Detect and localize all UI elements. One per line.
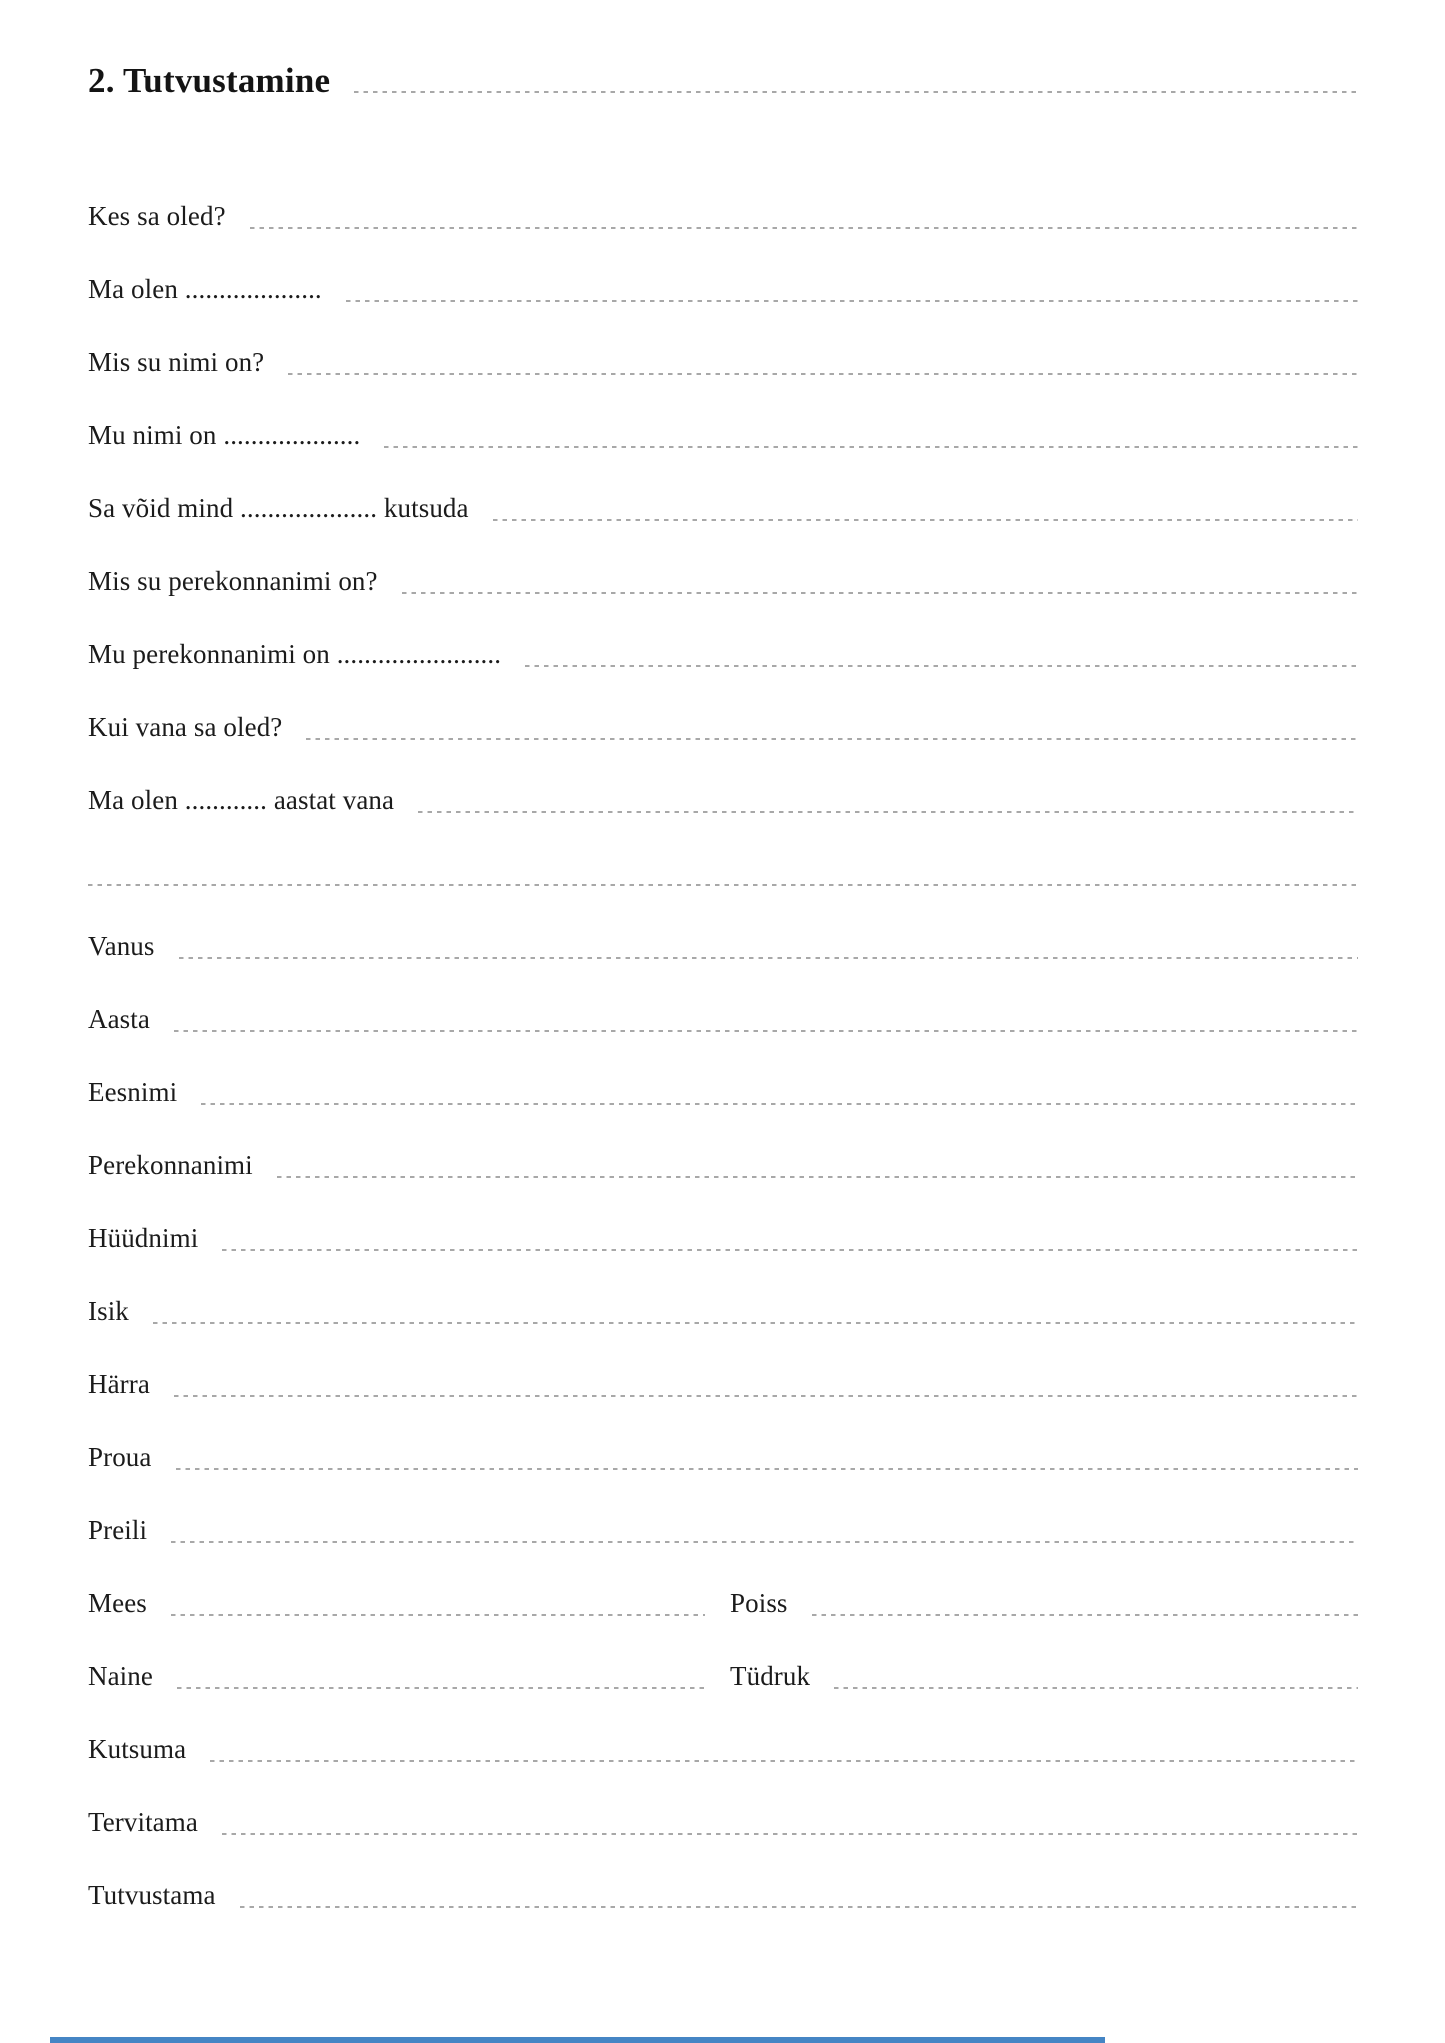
worksheet-row (88, 1859, 1358, 1932)
worksheet-row (88, 910, 1358, 983)
worksheet-row (88, 1640, 1358, 1713)
answer-dotted-line (250, 227, 1358, 229)
answer-dotted-line (288, 373, 1358, 375)
answer-dotted-line (174, 1030, 1358, 1032)
row-label: Mis su nimi on? (88, 347, 265, 377)
divider-row (88, 837, 1358, 910)
row-left-column (88, 1590, 705, 1617)
answer-dotted-line (174, 1395, 1358, 1397)
answer-dotted-line (240, 1906, 1358, 1908)
worksheet-row (88, 1567, 1358, 1640)
worksheet-row (88, 545, 1358, 618)
row-label: Tutvustama (88, 1880, 216, 1910)
worksheet-rows (88, 180, 1358, 1932)
worksheet-row (88, 1275, 1358, 1348)
answer-dotted-line (402, 592, 1358, 594)
row-label: Vanus (88, 931, 155, 961)
row-label: Perekonnanimi (88, 1150, 253, 1180)
row-label: Proua (88, 1442, 152, 1472)
page-title: 2. Tutvustamine (88, 61, 331, 100)
row-label: Aasta (88, 1004, 150, 1034)
row-label: Mis su perekonnanimi on? (88, 566, 378, 596)
answer-dotted-line (812, 1614, 1358, 1616)
row-label: Tervitama (88, 1807, 198, 1837)
answer-dotted-line (834, 1687, 1358, 1689)
worksheet-row (88, 983, 1358, 1056)
answer-dotted-line (176, 1468, 1359, 1470)
answer-dotted-line (346, 300, 1358, 302)
worksheet-row (88, 691, 1358, 764)
worksheet-row (88, 764, 1358, 837)
row-label: Mu perekonnanimi on ........................ (88, 639, 502, 669)
row-label: Kui vana sa oled? (88, 712, 283, 742)
answer-dotted-line (222, 1833, 1358, 1835)
row-label: Mu nimi on .................... (88, 420, 361, 450)
row-label: Mees (88, 1588, 147, 1618)
row-label: Naine (88, 1661, 153, 1691)
answer-dotted-line (306, 738, 1358, 740)
worksheet-row (88, 618, 1358, 691)
row-label: Sa võid mind .................... kutsuda (88, 493, 469, 523)
answer-dotted-line (493, 519, 1358, 521)
worksheet-row (88, 1421, 1358, 1494)
worksheet-row (88, 1786, 1358, 1859)
row-right-column (730, 1590, 1358, 1617)
worksheet-row (88, 253, 1358, 326)
row-label: Kutsuma (88, 1734, 187, 1764)
worksheet-row (88, 180, 1358, 253)
worksheet-row (88, 1713, 1358, 1786)
row-right-column (730, 1663, 1358, 1690)
answer-dotted-line (384, 446, 1358, 448)
row-label: Tüdruk (730, 1661, 811, 1691)
row-left-column (88, 1663, 705, 1690)
answer-dotted-line (179, 957, 1359, 959)
row-label: Kes sa oled? (88, 201, 226, 231)
worksheet-row (88, 1129, 1358, 1202)
answer-dotted-line (418, 811, 1358, 813)
worksheet-row (88, 399, 1358, 472)
worksheet-row (88, 326, 1358, 399)
worksheet-row (88, 1056, 1358, 1129)
row-label: Ma olen .................... (88, 274, 322, 304)
worksheet-row (88, 1494, 1358, 1567)
answer-dotted-line (88, 884, 1358, 886)
answer-dotted-line (153, 1322, 1358, 1324)
row-label: Ma olen ............ aastat vana (88, 785, 395, 815)
answer-dotted-line (525, 665, 1358, 667)
worksheet-row (88, 1348, 1358, 1421)
answer-dotted-line (210, 1760, 1358, 1762)
worksheet-row (88, 1202, 1358, 1275)
row-label: Eesnimi (88, 1077, 178, 1107)
row-label: Preili (88, 1515, 148, 1545)
answer-dotted-line (177, 1687, 705, 1689)
row-label: Poiss (730, 1588, 788, 1618)
title-row (88, 62, 1358, 101)
answer-dotted-line (277, 1176, 1358, 1178)
row-label: Hüüdnimi (88, 1223, 199, 1253)
row-label: Härra (88, 1369, 150, 1399)
answer-dotted-line (171, 1614, 705, 1616)
answer-dotted-line (171, 1541, 1358, 1543)
row-label: Isik (88, 1296, 129, 1326)
answer-dotted-line (201, 1103, 1358, 1105)
next-page-edge-bar (50, 2037, 1105, 2043)
title-dotted-line (354, 91, 1358, 93)
worksheet-row (88, 472, 1358, 545)
answer-dotted-line (222, 1249, 1358, 1251)
